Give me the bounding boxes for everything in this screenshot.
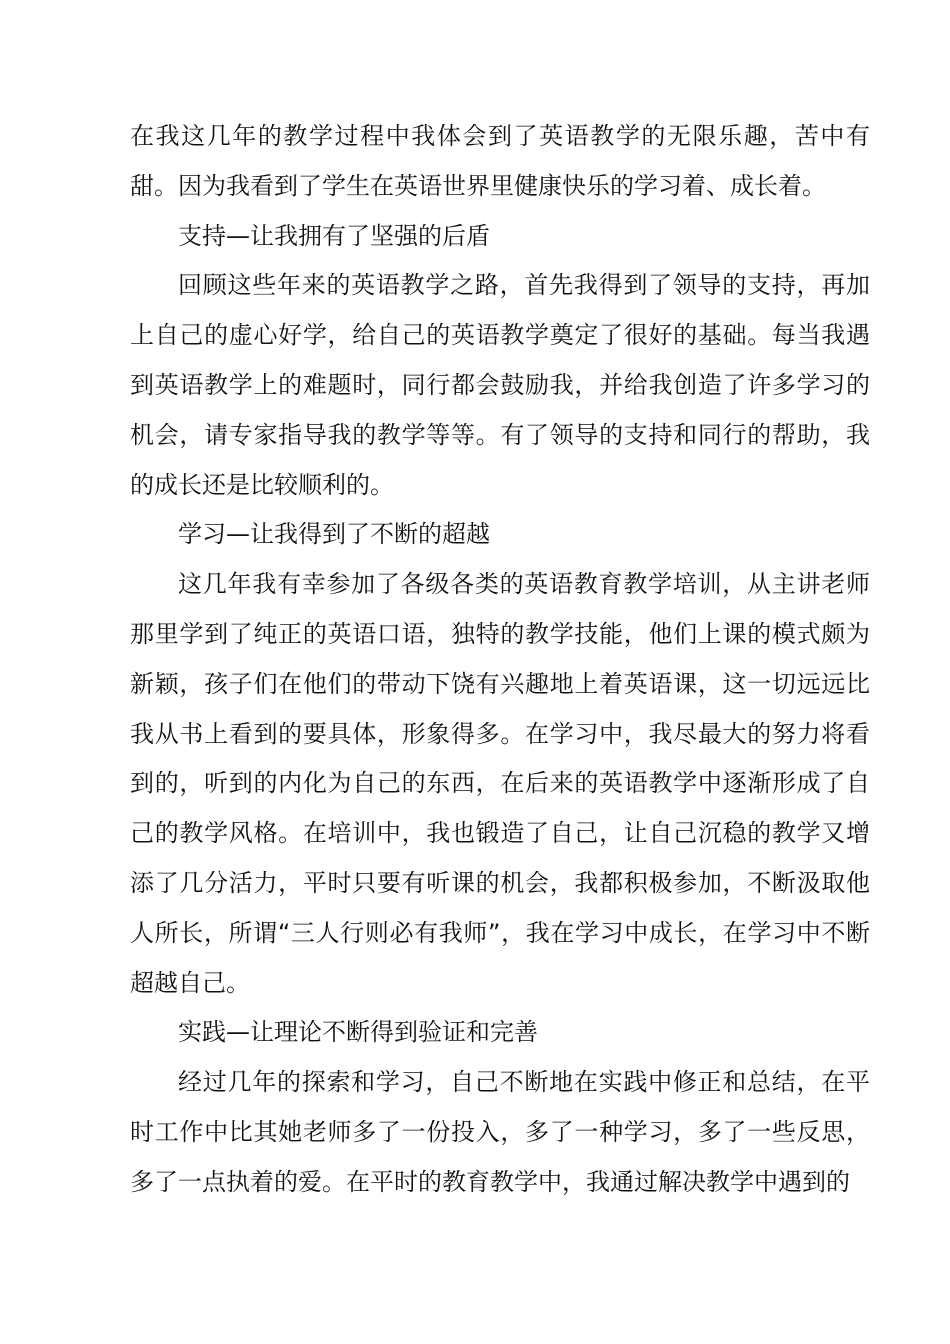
- section-heading-learning: 学习—让我得到了不断的超越: [178, 520, 490, 549]
- document-body: [130, 112, 870, 1208]
- section-heading-support: 支持—让我拥有了坚强的后盾: [178, 221, 490, 250]
- paragraph-intro: 在我这几年的教学过程中我体会到了英语教学的无限乐趣，苦中有甜。因为我看到了学生在英语世界里健康快乐的学习着、成长着。: [130, 122, 870, 200]
- section-heading-practice: 实践—让理论不断得到验证和完善: [178, 1018, 538, 1047]
- paragraph-practice: 经过几年的探索和学习，自己不断地在实践中修正和总结，在平时工作中比其她老师多了一份投入，多了一种学习，多了一些反思，多了一点执着的爱。在平时的教育教学中，我通过解决教学中遇到的: [130, 1068, 870, 1196]
- paragraph-learning: 这几年我有幸参加了各级各类的英语教育教学培训，从主讲老师那里学到了纯正的英语口语，独特的教学技能，他们上课的模式颇为新颖，孩子们在他们的带动下饶有兴趣地上着英语课，这一切远远比我从书上看到的要具体，形象得多。在学习中，我尽最大的努力将看到的，听到的内化为自己的东西，在后来的英语教学中逐渐形成了自己的教学风格。在培训中，我也锻造了自己，让自己沉稳的教学又增添了几分活力，平时只要有听课的机会，我都积极参加，不断汲取他人所长，所谓“三人行则必有我师”，我在学习中成长，在学习中不断超越自己。: [130, 570, 870, 997]
- paragraph-support: 回顾这些年来的英语教学之路，首先我得到了领导的支持，再加上自己的虚心好学，给自己的英语教学奠定了很好的基础。每当我遇到英语教学上的难题时，同行都会鼓励我，并给我创造了许多学习的机会，请专家指导我的教学等等。有了领导的支持和同行的帮助，我的成长还是比较顺利的。: [130, 271, 870, 499]
